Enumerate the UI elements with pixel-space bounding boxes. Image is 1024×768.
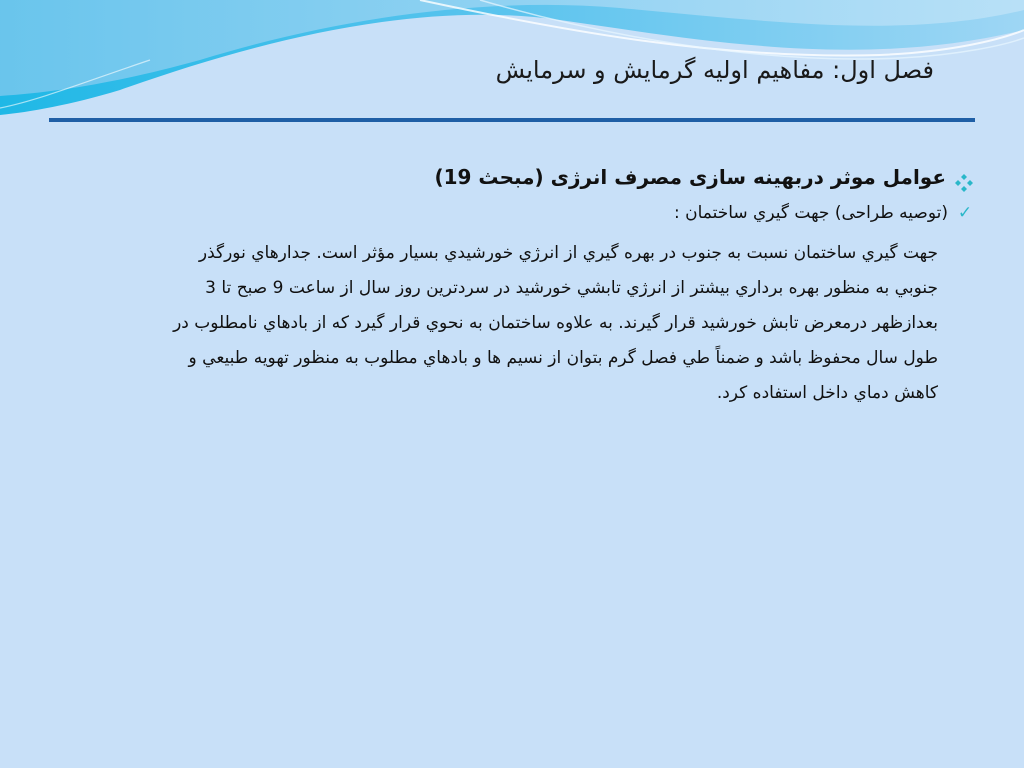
subheading: (توصيه طراحی) جهت گيري ساختمان : [673, 203, 948, 223]
heading-row [30, 158, 974, 196]
section-heading: عوامل موثر دربهینه سازی مصرف انرژی (مبحث 19) [434, 165, 946, 189]
slide-title: فصل اول: مفاهیم اولیه گرمایش و سرمایش [495, 56, 934, 84]
diamond-cluster-icon [954, 167, 974, 187]
body-paragraph [30, 236, 938, 411]
subheading-row [30, 198, 974, 228]
body-line: جهت گيري ساختمان نسبت به جنوب در بهره گيري از انرژي خورشيدي بسيار مؤثر است. جدارهاي نورگذر [198, 243, 938, 263]
body-line: جنوبي به منظور بهره برداري بيشتر از انرژي تابشي خورشيد در سردترين روز سال از ساعت 9 صبح تا 3 [205, 278, 938, 298]
body-line: بعدازظهر درمعرض تابش خورشيد قرار گيرند. به علاوه ساختمان به نحوي قرار گيرد كه از بادهاي نامطلوب در [173, 313, 938, 333]
body-line: طول سال محفوظ باشد و ضمناً طي فصل گرم بتوان از نسيم ها و بادهاي مطلوب به منظور تهويه طبيعي و [188, 348, 938, 368]
checkmark-icon: ✓ [957, 203, 973, 223]
title-divider [49, 118, 975, 122]
slide-content [30, 158, 974, 411]
body-line: كاهش دماي داخل استفاده كرد. [716, 383, 938, 403]
